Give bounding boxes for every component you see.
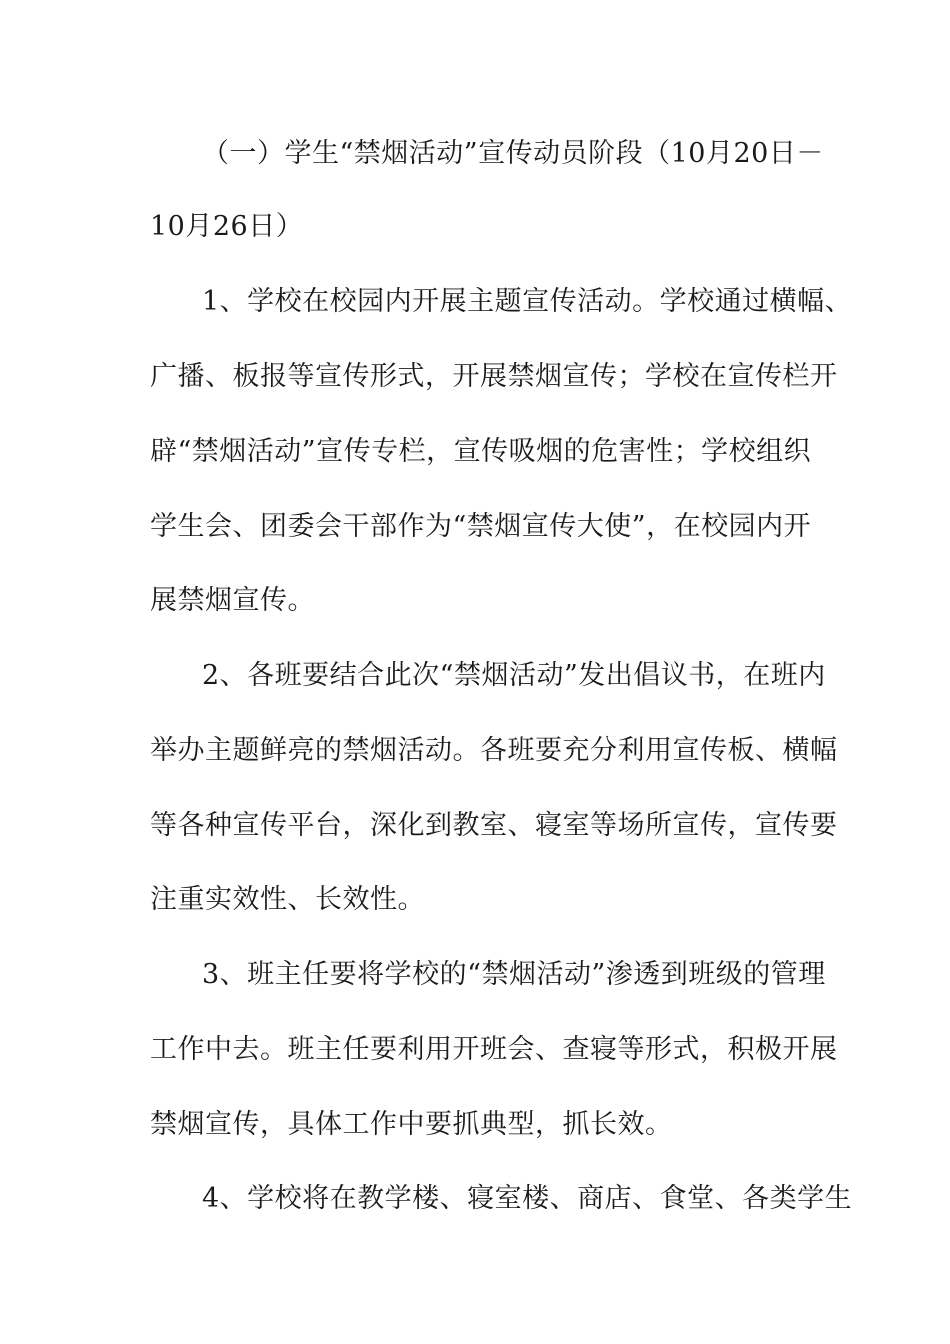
paragraph-1-line-5: 展禁烟宣传。 — [150, 585, 315, 616]
paragraph-2-line-3: 等各种宣传平台，深化到教室、寝室等场所宣传，宣传要 — [150, 810, 838, 841]
paragraph-1-line-4: 学生会、团委会干部作为“禁烟宣传大使”，在校园内开 — [150, 511, 812, 542]
paragraph-2-line-2: 举办主题鲜亮的禁烟活动。各班要充分利用宣传板、横幅 — [150, 735, 838, 766]
paragraph-2-line-4: 注重实效性、长效性。 — [150, 884, 425, 915]
paragraph-3-line-1: 3、班主任要将学校的“禁烟活动”渗透到班级的管理 — [202, 959, 826, 990]
section-heading-line-1: （一）学生“禁烟活动”宣传动员阶段（10月20日－ — [202, 138, 824, 169]
paragraph-4-line-1: 4、学校将在教学楼、寝室楼、商店、食堂、各类学生 — [202, 1183, 853, 1214]
paragraph-1-line-3: 辟“禁烟活动”宣传专栏，宣传吸烟的危害性；学校组织 — [150, 436, 812, 467]
paragraph-1-line-1: 1、学校在校园内开展主题宣传活动。学校通过横幅、 — [202, 286, 853, 317]
paragraph-2-line-1: 2、各班要结合此次“禁烟活动”发出倡议书，在班内 — [202, 660, 826, 691]
paragraph-1-line-2: 广播、板报等宣传形式，开展禁烟宣传；学校在宣传栏开 — [150, 361, 838, 392]
paragraph-3-line-2: 工作中去。班主任要利用开班会、查寝等形式，积极开展 — [150, 1034, 838, 1065]
section-heading-line-2: 10月26日） — [150, 211, 304, 242]
paragraph-3-line-3: 禁烟宣传，具体工作中要抓典型，抓长效。 — [150, 1109, 673, 1140]
